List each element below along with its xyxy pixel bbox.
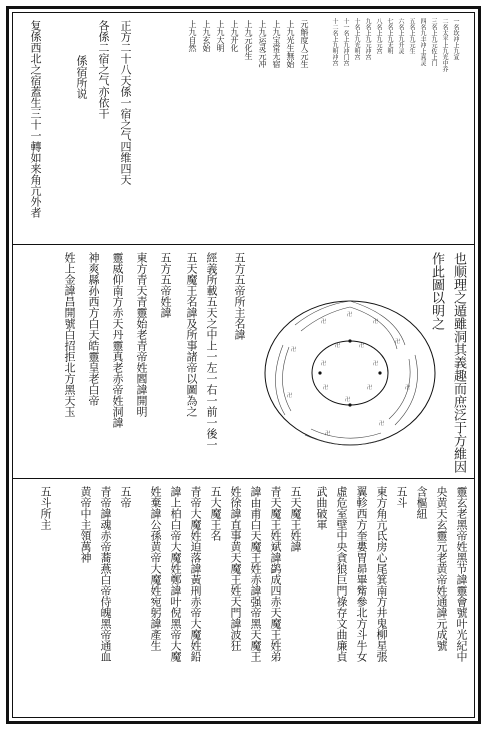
- top-mid-col-4: 上九运灵元冲: [258, 20, 267, 68]
- circle-diagram-icon: [255, 285, 445, 455]
- middle-right-col-1: 也顺理之遁雖洞其義趣而庶泛于方維因: [451, 252, 466, 473]
- bottom-mid-col-8: 姓棄諱公孫黄帝大魔姓宛躬諱產生: [149, 486, 162, 651]
- svg-text:卍: 卍: [335, 343, 341, 349]
- five-heavens-circle-diagram: [255, 285, 445, 455]
- top-right-col-4: 四名九丰冲上真灵: [419, 18, 426, 66]
- top-mid-col-2: 上九光生無始: [286, 20, 295, 68]
- top-left-col-1: 正方二十八天係一宿之气四维四天: [119, 20, 132, 185]
- middle-heading: 五方五帝所主名諱: [233, 252, 246, 340]
- bottom-right-col-5: 東方角亢氐房心尾箕南方井鬼柳星張: [375, 486, 388, 662]
- top-left-col-2: 各係二宿之气亦依干: [97, 20, 110, 119]
- top-mid-col-3: 上九宝常无宿: [272, 20, 281, 68]
- svg-text:卍: 卍: [373, 361, 379, 367]
- svg-text:卍: 卍: [321, 319, 327, 325]
- top-mid-col-9: 上九自然: [188, 20, 197, 52]
- bottom-right-col-8: 武曲破軍: [315, 486, 328, 530]
- bottom-left-col-4: 五斗所主: [39, 486, 52, 530]
- svg-text:卍: 卍: [379, 421, 385, 427]
- svg-text:卍: 卍: [325, 431, 331, 437]
- top-right-col-9: 九名上九元冲宫: [364, 18, 371, 60]
- middle-left-col-5: 靈威仰南方赤天丹靈真老赤帝姓洞諱: [111, 252, 124, 428]
- top-right-col-12: 十二名上九明冲宫: [331, 18, 338, 66]
- middle-left-col-1: 經義所載五天之中上一左一右一前一後一: [205, 252, 218, 450]
- top-right-col-11: 十一名上九冲门宫: [342, 18, 349, 66]
- middle-right-col-2: 作此圖以明之: [429, 252, 444, 330]
- svg-text:卍: 卍: [405, 385, 411, 391]
- bottom-left-col-1: 五帝: [119, 486, 132, 508]
- bottom-right-col-3: 含樞紐: [415, 486, 428, 519]
- divider-lower: [12, 478, 475, 479]
- top-left-col-3: 係宿所说: [75, 55, 88, 99]
- middle-left-col-4: 東方青天青靈始老青帝姓閻諱開明: [135, 252, 148, 417]
- bottom-mid-col-4: 姓徐諱直事黄天魔王姓天門諱波狂: [229, 486, 242, 651]
- top-right-col-1: 一名坎冲上九宣: [452, 18, 459, 60]
- top-right-col-5: 五名上九元生: [408, 18, 415, 54]
- bottom-right-col-7: 虛危室壁中央貪狼巨門祿存文曲廉貞: [335, 486, 348, 662]
- bottom-mid-col-2: 青天魔王姓斌諱鹢成四赤天魔王姓弟: [269, 486, 282, 662]
- bottom-mid-col-5: 五大魔王名: [209, 486, 222, 541]
- bottom-right-col-1: 靈玄老黑帝姓黑节諱靈會號叶光紀中: [455, 486, 468, 662]
- bottom-left-col-3: 黄帝中主領萬神: [79, 486, 92, 563]
- bottom-right-col-2: 央黄天玄靈元老黄帝姓通諱元成號: [435, 486, 448, 651]
- bottom-right-col-6: 翼軫西方奎婁胃昴畢觜參北方斗牛女: [355, 486, 368, 662]
- top-right-col-8: 八名上九元宫: [375, 18, 382, 54]
- top-right-col-7: 七名上九无明: [386, 18, 393, 54]
- bottom-left-col-2: 青帝諱魂赤帝蕎燕白帝侍魄黑帝通血: [99, 486, 112, 662]
- svg-text:卍: 卍: [287, 393, 293, 399]
- middle-left-col-2: 五天魔王名諱及所事諸帝以圖為之: [185, 252, 198, 417]
- svg-text:卍: 卍: [395, 339, 401, 345]
- svg-text:卍: 卍: [321, 361, 327, 367]
- top-mid-col-5: 上九元化生: [244, 20, 253, 60]
- svg-text:卍: 卍: [323, 385, 329, 391]
- middle-left-col-6: 神爽縣孙西方白天皓靈皇老白帝: [87, 252, 100, 406]
- top-mid-col-6: 上九开化: [230, 20, 239, 52]
- bottom-mid-col-7: 諱上柏白帝大魔姓鄭諱叶倪黑帝大魔: [169, 486, 182, 662]
- top-mid-col-1: 元斛度人元生: [300, 20, 309, 68]
- middle-left-col-7: 姓上金諱昌開號白招拒北方黑天玉: [63, 252, 76, 417]
- top-mid-col-7: 上九大明: [216, 20, 225, 52]
- bottom-right-col-4: 五斗: [395, 486, 408, 508]
- svg-text:卍: 卍: [347, 312, 353, 318]
- bottom-mid-col-6: 青帝大魔姓迫落諱黃刑赤帝大魔姓鉛: [189, 486, 202, 662]
- top-right-col-3: 三名上九元佐上门: [430, 18, 437, 66]
- top-right-col-2: 二名太平上九光中乔: [441, 18, 448, 72]
- bottom-mid-col-3: 諱由甫白天魔王姓赤諱强帝黑天魔王: [249, 486, 262, 662]
- svg-text:卍: 卍: [291, 347, 297, 353]
- bottom-mid-col-1: 五天魔王姓諱: [289, 486, 302, 552]
- svg-text:卍: 卍: [345, 397, 351, 403]
- middle-left-col-3: 五方五帝姓諱: [159, 252, 172, 318]
- top-right-col-10: 十名上九光明宫: [353, 18, 360, 60]
- svg-text:卍: 卍: [367, 385, 373, 391]
- top-right-col-6: 六名上九升灵: [397, 18, 404, 54]
- divider-upper: [12, 244, 475, 245]
- svg-text:卍: 卍: [373, 319, 379, 325]
- svg-text:卍: 卍: [359, 343, 365, 349]
- top-left-col-4: 复係西北之宿蓋生三十一轉如来角亢外者: [29, 20, 42, 218]
- top-mid-col-8: 上九玄始: [202, 20, 211, 52]
